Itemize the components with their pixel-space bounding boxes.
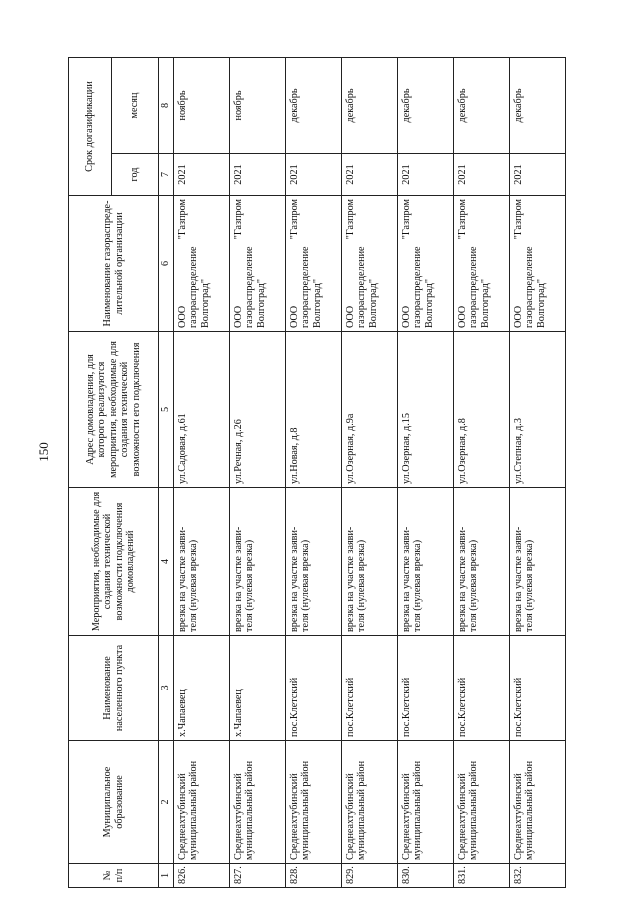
row-settlement: пос.Клетский: [286, 636, 342, 741]
col-number-8: 8: [159, 57, 174, 153]
row-organization: [230, 196, 286, 332]
table-row: [342, 57, 398, 887]
row-year: 2021: [510, 154, 566, 196]
row-org-name-start: "Газпром: [401, 199, 412, 240]
row-org-name: газораспределение: [188, 246, 200, 328]
row-measures-line: теля (нулевая врезка): [300, 539, 312, 632]
col-number-3: 3: [159, 636, 174, 741]
row-measures: [398, 488, 454, 636]
row-municipality: Среднеахтубинский муниципальный район: [454, 741, 510, 864]
row-address: ул.Озерная, д.9а: [342, 332, 398, 488]
row-month: декабрь: [342, 57, 398, 153]
row-year: 2021: [230, 154, 286, 196]
row-measures-line: врезка на участке заяви-: [233, 526, 244, 632]
header-measures: Мероприятия, необходимые для создания технической возможности подключения домовладений: [69, 488, 159, 636]
row-year: 2021: [174, 154, 230, 196]
row-org-name-start: "Газпром: [345, 199, 356, 240]
row-month: декабрь: [286, 57, 342, 153]
row-settlement: х.Чапаевец: [230, 636, 286, 741]
row-number: 828.: [286, 864, 342, 888]
row-number: 826.: [174, 864, 230, 888]
header-address: Адрес домовладения, для которого реализуются мероприятия, необходимые для создания технической возможности его подключения: [69, 332, 159, 488]
row-municipality: Среднеахтубинский муниципальный район: [398, 741, 454, 864]
row-month: ноябрь: [230, 57, 286, 153]
header-num: № п/п: [69, 864, 159, 888]
row-year: 2021: [398, 154, 454, 196]
row-measures-line: врезка на участке заяви-: [177, 526, 188, 632]
row-month: ноябрь: [174, 57, 230, 153]
header-deadline: Срок догазификации: [69, 57, 112, 195]
row-org-form: ООО: [513, 305, 524, 328]
row-org-name-start: "Газпром: [513, 199, 524, 240]
row-org-name-end: Волгоград": [367, 279, 379, 328]
col-number-6: 6: [159, 196, 174, 332]
row-org-name-start: "Газпром: [177, 199, 188, 240]
row-year: 2021: [342, 154, 398, 196]
row-address: ул.Озерная, д.15: [398, 332, 454, 488]
row-settlement: пос.Клетский: [398, 636, 454, 741]
page-number: 150: [36, 442, 51, 462]
row-org-form: ООО: [233, 305, 244, 328]
row-org-name-start: "Газпром: [289, 199, 300, 240]
row-municipality: Среднеахтубинский муниципальный район: [174, 741, 230, 864]
row-org-form: ООО: [177, 305, 188, 328]
gasification-table: [68, 57, 566, 888]
row-measures-line: теля (нулевая врезка): [356, 539, 368, 632]
row-org-name: газораспределение: [412, 246, 424, 328]
header-organization: Наименование газораспреде-лительной организации: [69, 196, 159, 332]
col-number-5: 5: [159, 332, 174, 488]
table-row: [230, 57, 286, 887]
row-month: декабрь: [454, 57, 510, 153]
row-org-name-end: Волгоград": [479, 279, 491, 328]
row-org-name: газораспределение: [356, 246, 368, 328]
table-body: [174, 57, 566, 887]
row-org-name-start: "Газпром: [457, 199, 468, 240]
row-measures: [342, 488, 398, 636]
row-address: ул.Садовая, д.61: [174, 332, 230, 488]
row-org-form: ООО: [401, 305, 412, 328]
row-year: 2021: [286, 154, 342, 196]
row-measures-line: врезка на участке заяви-: [289, 526, 300, 632]
row-measures: [510, 488, 566, 636]
row-org-name-start: "Газпром: [233, 199, 244, 240]
header-month: месяц: [112, 57, 159, 153]
row-org-name-end: Волгоград": [423, 279, 435, 328]
row-organization: [510, 196, 566, 332]
rotated-table-wrapper: [68, 58, 616, 888]
row-municipality: Среднеахтубинский муниципальный район: [342, 741, 398, 864]
row-org-name-end: Волгоград": [535, 279, 547, 328]
row-measures-line: теля (нулевая врезка): [188, 539, 200, 632]
row-organization: [174, 196, 230, 332]
row-number: 827.: [230, 864, 286, 888]
row-municipality: Среднеахтубинский муниципальный район: [286, 741, 342, 864]
header-row-main: [69, 57, 112, 887]
row-org-name-end: Волгоград": [255, 279, 267, 328]
row-org-name: газораспределение: [244, 246, 256, 328]
row-settlement: пос.Клетский: [454, 636, 510, 741]
row-org-form: ООО: [457, 305, 468, 328]
header-settlement: Наименование населенного пункта: [69, 636, 159, 741]
row-measures-line: теля (нулевая врезка): [244, 539, 256, 632]
table-row: [510, 57, 566, 887]
row-municipality: Среднеахтубинский муниципальный район: [230, 741, 286, 864]
row-settlement: пос.Клетский: [342, 636, 398, 741]
row-address: ул.Степная, д.3: [510, 332, 566, 488]
row-organization: [398, 196, 454, 332]
row-org-name: газораспределение: [524, 246, 536, 328]
row-measures-line: врезка на участке заяви-: [513, 526, 524, 632]
row-measures-line: теля (нулевая врезка): [524, 539, 536, 632]
col-number-7: 7: [159, 154, 174, 196]
row-measures: [174, 488, 230, 636]
row-organization: [286, 196, 342, 332]
row-organization: [454, 196, 510, 332]
row-number: 830.: [398, 864, 454, 888]
row-number: 831.: [454, 864, 510, 888]
header-municipality: Муниципальное образование: [69, 741, 159, 864]
row-org-name-end: Волгоград": [199, 279, 211, 328]
row-number: 832.: [510, 864, 566, 888]
row-org-name: газораспределение: [300, 246, 312, 328]
row-organization: [342, 196, 398, 332]
row-measures-line: теля (нулевая врезка): [412, 539, 424, 632]
row-org-name: газораспределение: [468, 246, 480, 328]
row-measures-line: врезка на участке заяви-: [401, 526, 412, 632]
col-number-1: 1: [159, 864, 174, 888]
row-year: 2021: [454, 154, 510, 196]
col-number-2: 2: [159, 741, 174, 864]
row-month: декабрь: [398, 57, 454, 153]
row-org-name-end: Волгоград": [311, 279, 323, 328]
row-settlement: пос.Клетский: [510, 636, 566, 741]
row-org-form: ООО: [289, 305, 300, 328]
row-measures: [230, 488, 286, 636]
table-row: [398, 57, 454, 887]
column-number-row: [159, 57, 174, 887]
row-measures-line: врезка на участке заяви-: [345, 526, 356, 632]
row-measures-line: теля (нулевая врезка): [468, 539, 480, 632]
table-row: [286, 57, 342, 887]
row-municipality: Среднеахтубинский муниципальный район: [510, 741, 566, 864]
row-month: декабрь: [510, 57, 566, 153]
row-measures: [454, 488, 510, 636]
row-address: ул.Речная, д.26: [230, 332, 286, 488]
row-address: ул.Озерная, д.8: [454, 332, 510, 488]
row-measures-line: врезка на участке заяви-: [457, 526, 468, 632]
row-address: ул.Новая, д.8: [286, 332, 342, 488]
header-year: год: [112, 154, 159, 196]
table-row: [174, 57, 230, 887]
table-row: [454, 57, 510, 887]
row-org-form: ООО: [345, 305, 356, 328]
row-settlement: х.Чапаевец: [174, 636, 230, 741]
col-number-4: 4: [159, 488, 174, 636]
row-number: 829.: [342, 864, 398, 888]
row-measures: [286, 488, 342, 636]
